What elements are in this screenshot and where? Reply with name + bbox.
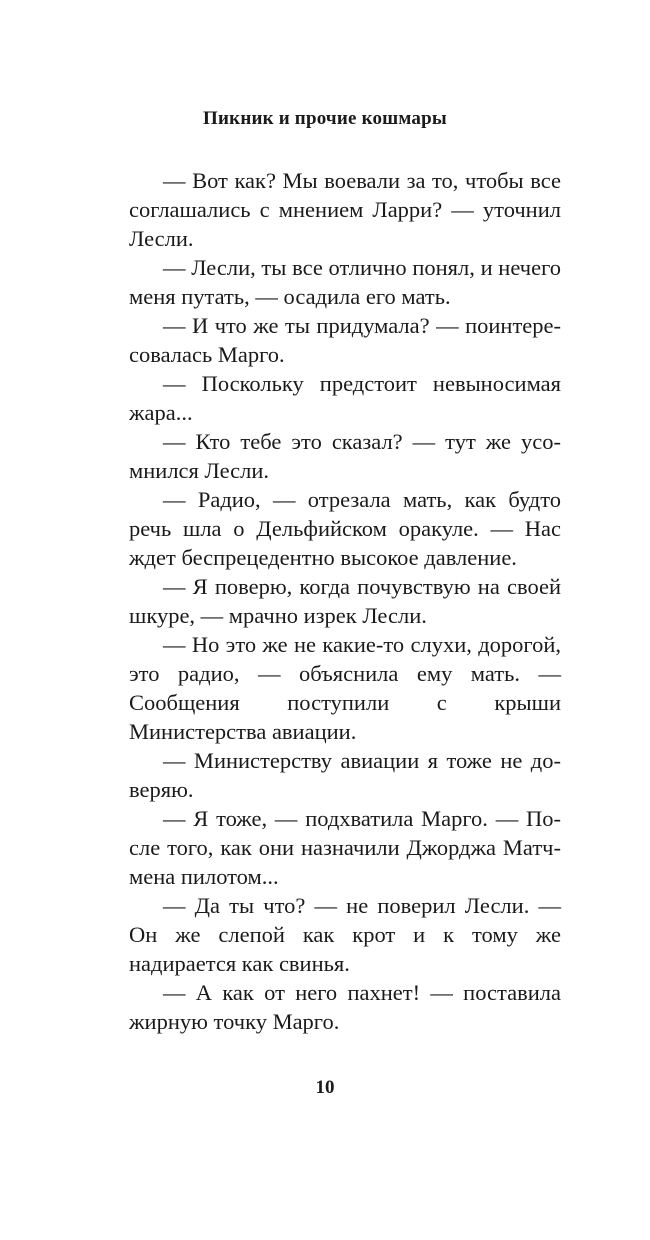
paragraph: — Министерству авиации я тоже не доверяю. [129, 748, 561, 802]
paragraph: — Я поверю, когда почувствую на своей шкуре, — мрачно изрек Лесли. [129, 574, 561, 628]
running-head: Пикник и прочие кошмары [203, 108, 447, 129]
paragraph: — И что же ты придумала? — поинтересовалась Марго. [129, 313, 561, 367]
paragraph: — Лесли, ты все отлично понял, и нечего меня путать, — осадила его мать. [129, 255, 561, 309]
paragraph: — Радио, — отрезала мать, как будто речь шла о Дельфийском оракуле. — Нас ждет беспрецедентно высокое давление. [129, 487, 561, 570]
paragraph: — Я тоже, — подхватила Марго. — После того, как они назначили Джорджа Матчмена пилотом... [129, 806, 561, 889]
paragraph: — Да ты что? — не поверил Лесли. — Он же слепой как крот и к тому же надирается как свинья. [129, 893, 561, 976]
paragraph: — Поскольку предстоит невыносимая жара... [129, 371, 561, 425]
page-number: 10 [315, 1077, 335, 1098]
body-text [129, 166, 561, 1036]
paragraph: — А как от него пахнет! — поставила жирную точку Марго. [129, 980, 561, 1034]
paragraph: — Но это же не какие-то слухи, дорогой, это радио, — объяснила ему мать. — Сообщения поступили с крыши Министерства авиации. [129, 632, 561, 744]
paragraph: — Вот как? Мы воевали за то, чтобы все соглашались с мнением Ларри? — уточнил Лесли. [129, 168, 561, 251]
paragraph: — Кто тебе это сказал? — тут же усомнился Лесли. [129, 429, 561, 483]
